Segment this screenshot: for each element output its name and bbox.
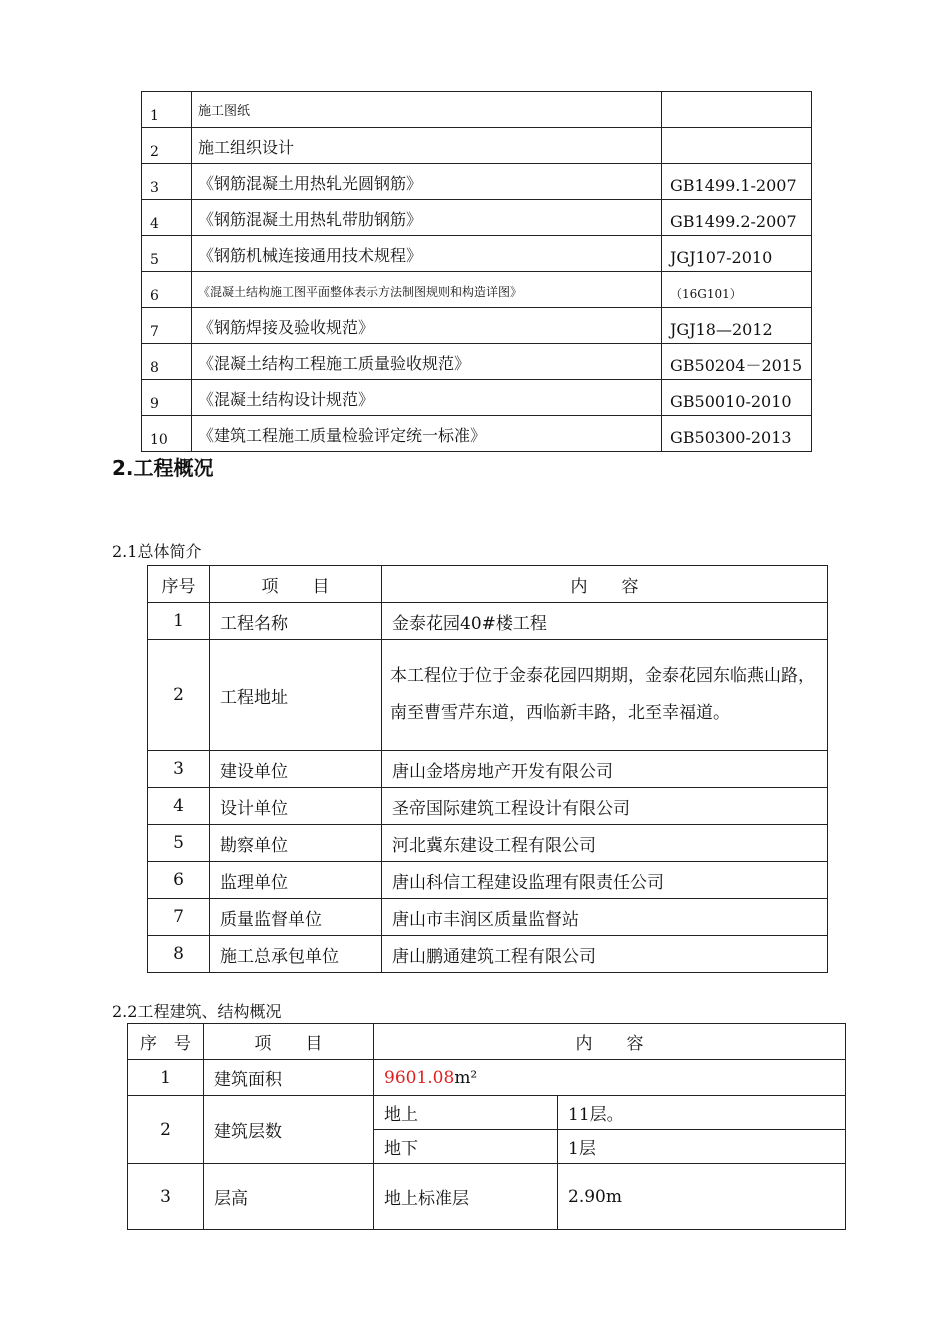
- ref-code: GB1499.2-2007: [662, 200, 812, 236]
- section-title: 2.工程概况: [112, 456, 214, 480]
- row-num: 6: [148, 862, 210, 899]
- table-row: [148, 603, 828, 640]
- ref-code: GB50300-2013: [662, 416, 812, 452]
- ref-code: （16G101）: [662, 272, 812, 308]
- architecture-table: [127, 1023, 846, 1230]
- ref-num: 1: [142, 92, 192, 128]
- ref-name: 《混凝土结构施工图平面整体表示方法制图规则和构造详图》: [192, 272, 662, 308]
- floors-above-label: 地上: [374, 1096, 558, 1130]
- ref-name: 《混凝土结构工程施工质量验收规范》: [192, 344, 662, 380]
- row-item: 施工总承包单位: [210, 936, 382, 973]
- row-num: 3: [148, 751, 210, 788]
- row-item: 建筑面积: [204, 1060, 374, 1096]
- table-header-row: [128, 1024, 846, 1060]
- table-row: [128, 1096, 846, 1130]
- ref-name: 施工组织设计: [192, 128, 662, 164]
- table-row: [148, 640, 828, 751]
- row-item: 工程名称: [210, 603, 382, 640]
- table-row: [148, 936, 828, 973]
- ref-num: 4: [142, 200, 192, 236]
- table-row: [142, 308, 812, 344]
- table-row: [142, 200, 812, 236]
- row-content: 圣帝国际建筑工程设计有限公司: [382, 788, 828, 825]
- row-content: 金泰花园40#楼工程: [382, 603, 828, 640]
- ref-code: GB50010-2010: [662, 380, 812, 416]
- ref-num: 6: [142, 272, 192, 308]
- row-content: [374, 1060, 846, 1096]
- ref-num: 5: [142, 236, 192, 272]
- table-row: [142, 380, 812, 416]
- ref-name: 《混凝土结构设计规范》: [192, 380, 662, 416]
- ref-code: [662, 92, 812, 128]
- row-num: 8: [148, 936, 210, 973]
- ref-name: 《钢筋机械连接通用技术规程》: [192, 236, 662, 272]
- row-num: 2: [128, 1096, 204, 1164]
- ref-name: 《钢筋焊接及验收规范》: [192, 308, 662, 344]
- ref-num: 3: [142, 164, 192, 200]
- floors-below-label: 地下: [374, 1130, 558, 1164]
- table-row: [148, 788, 828, 825]
- row-num: 7: [148, 899, 210, 936]
- row-item: 工程地址: [210, 640, 382, 751]
- overview-title: 2.1总体简介: [112, 542, 202, 561]
- row-item: 质量监督单位: [210, 899, 382, 936]
- row-content: 河北冀东建设工程有限公司: [382, 825, 828, 862]
- row-num: 5: [148, 825, 210, 862]
- ref-num: 9: [142, 380, 192, 416]
- header-content: 内 容: [382, 566, 828, 603]
- row-item: 建筑层数: [204, 1096, 374, 1164]
- table-row: [148, 825, 828, 862]
- table-row: [142, 272, 812, 308]
- row-num: 2: [148, 640, 210, 751]
- row-num: 1: [128, 1060, 204, 1096]
- table-header-row: [148, 566, 828, 603]
- row-num: 1: [148, 603, 210, 640]
- area-unit: m²: [454, 1067, 478, 1088]
- table-row: [142, 92, 812, 128]
- ref-name: 《钢筋混凝土用热轧带肋钢筋》: [192, 200, 662, 236]
- row-num: 4: [148, 788, 210, 825]
- ref-num: 2: [142, 128, 192, 164]
- row-item: 勘察单位: [210, 825, 382, 862]
- row-content: 唐山市丰润区质量监督站: [382, 899, 828, 936]
- floor-height-label: 地上标准层: [374, 1164, 558, 1230]
- header-num: 序号: [148, 566, 210, 603]
- ref-code: [662, 128, 812, 164]
- ref-num: 10: [142, 416, 192, 452]
- ref-name: 施工图纸: [192, 92, 662, 128]
- table-row: [142, 344, 812, 380]
- reference-standards-table: [141, 91, 812, 452]
- ref-num: 7: [142, 308, 192, 344]
- table-row: [128, 1060, 846, 1096]
- header-content: 内 容: [374, 1024, 846, 1060]
- ref-code: JGJ18—2012: [662, 308, 812, 344]
- row-item: 层高: [204, 1164, 374, 1230]
- architecture-title: 2.2工程建筑、结构概况: [112, 1002, 282, 1021]
- table-row: [148, 899, 828, 936]
- row-num: 3: [128, 1164, 204, 1230]
- ref-num: 8: [142, 344, 192, 380]
- ref-name: 《建筑工程施工质量检验评定统一标准》: [192, 416, 662, 452]
- ref-name: 《钢筋混凝土用热轧光圆钢筋》: [192, 164, 662, 200]
- row-item: 建设单位: [210, 751, 382, 788]
- floors-below-value: 1层: [558, 1130, 846, 1164]
- area-value: 9601.08: [384, 1067, 455, 1088]
- row-content: 唐山金塔房地产开发有限公司: [382, 751, 828, 788]
- overview-table: [147, 565, 828, 973]
- ref-code: GB1499.1-2007: [662, 164, 812, 200]
- ref-code: GB50204－2015: [662, 344, 812, 380]
- table-row: [142, 416, 812, 452]
- floors-above-value: 11层。: [558, 1096, 846, 1130]
- row-content: 唐山科信工程建设监理有限责任公司: [382, 862, 828, 899]
- row-item: 监理单位: [210, 862, 382, 899]
- table-row: [148, 751, 828, 788]
- header-item: 项 目: [210, 566, 382, 603]
- table-row: [142, 128, 812, 164]
- row-content: 本工程位于位于金泰花园四期期，金泰花园东临燕山路，南至曹雪芹东道，西临新丰路，北至幸福道。: [382, 640, 828, 751]
- table-row: [148, 862, 828, 899]
- table-row: [142, 164, 812, 200]
- reference-standards-body: [142, 92, 812, 452]
- table-row: [142, 236, 812, 272]
- table-row: [128, 1164, 846, 1230]
- ref-code: JGJ107-2010: [662, 236, 812, 272]
- row-content: 唐山鹏通建筑工程有限公司: [382, 936, 828, 973]
- floor-height-value: 2.90m: [558, 1164, 846, 1230]
- row-item: 设计单位: [210, 788, 382, 825]
- header-num: 序 号: [128, 1024, 204, 1060]
- header-item: 项 目: [204, 1024, 374, 1060]
